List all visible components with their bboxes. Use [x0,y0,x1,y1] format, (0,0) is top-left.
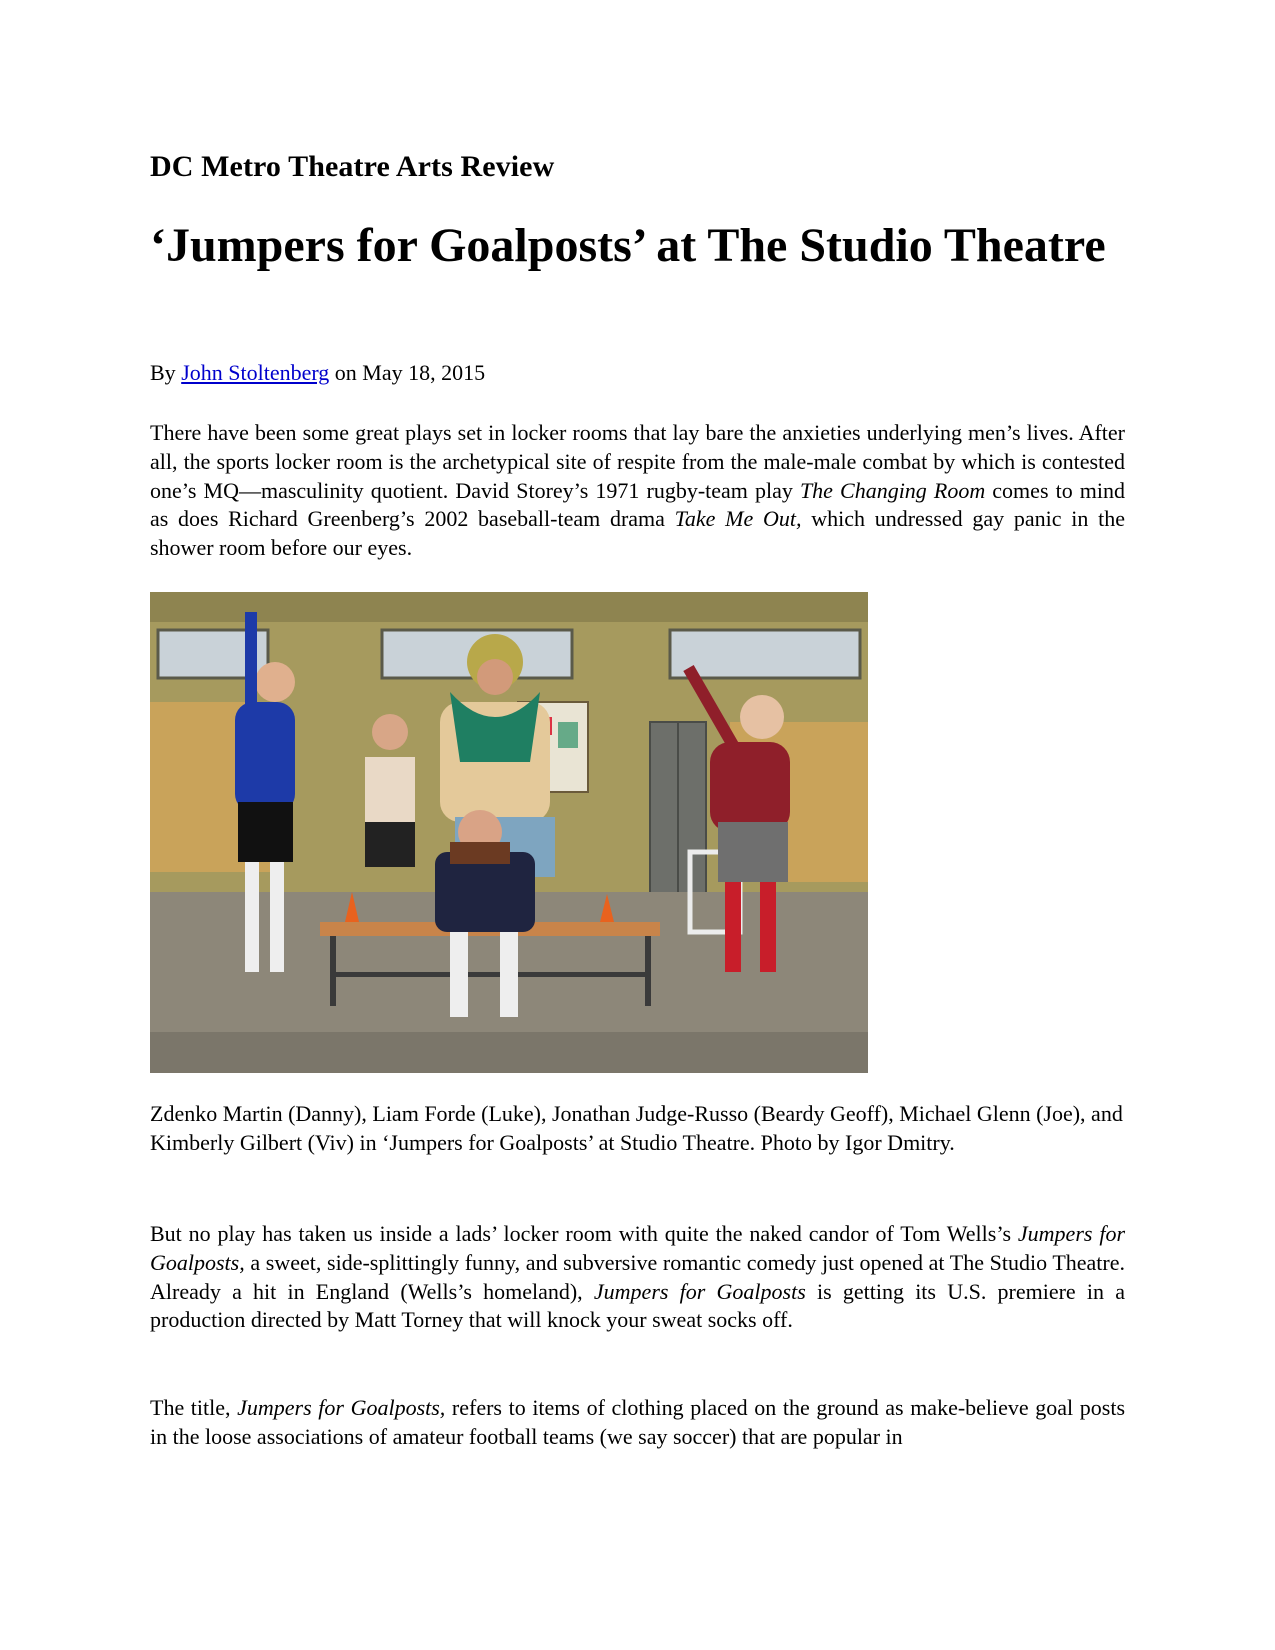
byline [150,360,485,386]
text-run: There have been some great plays set in locker rooms that lay bare the anxieties underlying men’s lives. After all, the sports locker room is the archetypical site of respite from the male-male combat by which is contested one’s MQ—masculinity quotient. David Storey’s 1971 rugby-team play [150,420,1125,503]
author-link[interactable]: John Stoltenberg [181,360,330,385]
play-title: Jumpers for Goalposts, [150,1221,1125,1275]
paragraph-body-1 [150,1220,1125,1335]
paragraph-body-2 [150,1394,1125,1452]
text-run: The title, [150,1395,238,1420]
byline-prefix: By [150,360,182,385]
text-run: refers to items of clothing placed on the ground as make-believe goal posts in the loose associations of amateur football teams (we say soccer) that are popular in [150,1395,1126,1449]
play-title: The Changing Room [799,477,986,503]
photo-caption: Zdenko Martin (Danny), Liam Forde (Luke), Jonathan Judge-Russo (Beardy Geoff), Michael Glenn (Joe), and Kimberly Gilbert (Viv) in ‘Jumpers for Goalposts’ at Studio Theatre. Photo by Igor Dmitry. [150,1101,1123,1155]
publication-title: DC Metro Theatre Arts Review [150,150,555,183]
paragraph-intro [150,419,1125,563]
text-run: which undressed gay panic in the shower room before our eyes. [150,506,1125,561]
article-headline: ‘Jumpers for Goalposts’ at The Studio Theatre [150,219,1106,272]
text-run: comes to mind as does Richard Greenberg’s 2002 baseball-team drama [150,477,1125,532]
byline-date: on May 18, 2015 [329,360,486,385]
play-title: Jumpers for Goalposts [593,1278,806,1304]
play-title: Take Me Out, [674,506,802,532]
text-run: But no play has taken us inside a lads’ locker room with quite the naked candor of Tom Wells’s [150,1221,1018,1246]
play-title: Jumpers for Goalposts, [237,1395,446,1420]
text-run: is getting its U.S. premiere in a production directed by Matt Torney that will knock your sweat socks off. [150,1278,1126,1333]
text-run: a sweet, side-splittingly funny, and subversive romantic comedy just opened at The Studio Theatre. Already a hit in England (Wells’s homeland), [150,1249,1125,1304]
production-photo [150,592,868,1073]
